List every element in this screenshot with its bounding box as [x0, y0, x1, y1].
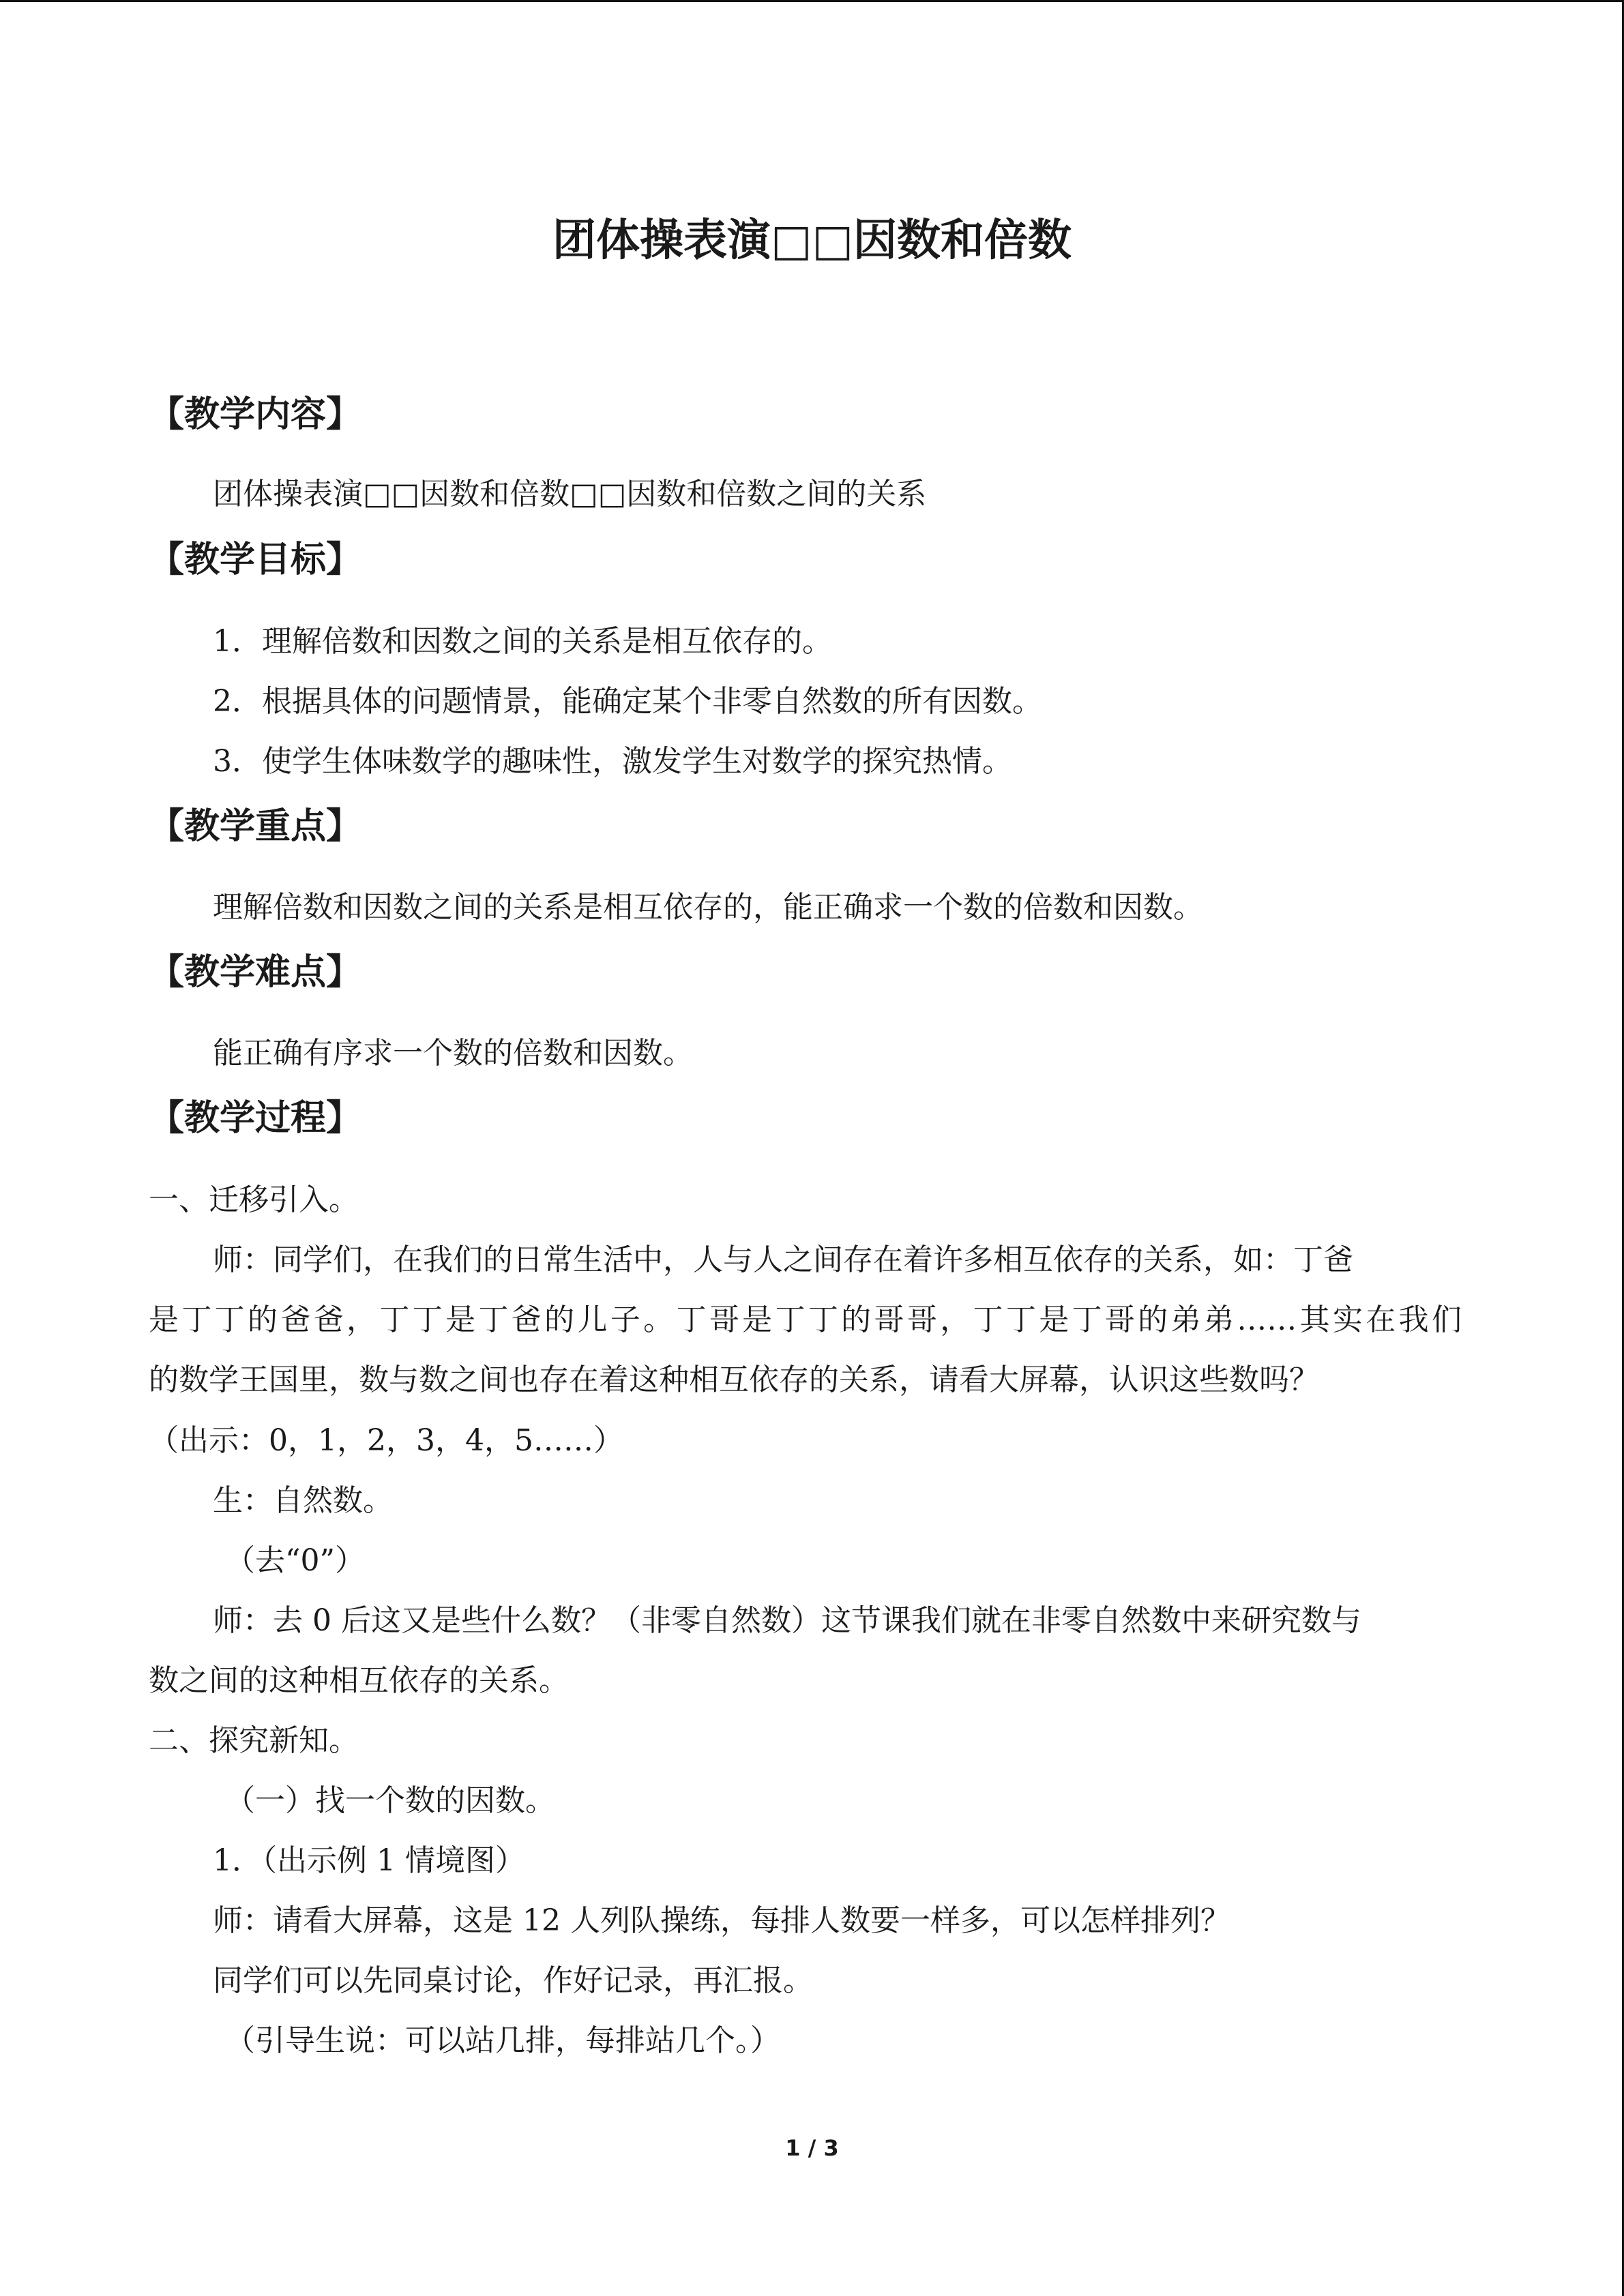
process-line: （出示：0，1，2，3，4，5……） — [149, 1423, 623, 1458]
top-border — [0, 0, 1624, 2]
process-line: 二、探究新知。 — [149, 1723, 359, 1758]
process-line: 师：同学们，在我们的日常生活中，人与人之间存在着许多相互依存的关系，如：丁爸 — [213, 1242, 1353, 1277]
goal-item-1: 1．理解倍数和因数之间的关系是相互依存的。 — [213, 624, 832, 659]
process-line: （引导生说：可以站几排，每排站几个。） — [225, 2023, 780, 2058]
process-line: 1．（出示例 1 情境图） — [213, 1843, 525, 1878]
goal-item-3: 3．使学生体味数学的趣味性，激发学生对数学的探究热情。 — [213, 744, 1012, 779]
process-line: 生：自然数。 — [213, 1483, 393, 1518]
page-number: 1 / 3 — [785, 2135, 839, 2161]
heading-teaching-goals: 【教学目标】 — [149, 539, 362, 580]
heading-teaching-content: 【教学内容】 — [149, 393, 362, 435]
teaching-content-text: 团体操表演□□因数和倍数□□因数和倍数之间的关系 — [213, 477, 927, 511]
heading-difficulties: 【教学难点】 — [149, 951, 362, 993]
document-title: 团体操表演□□因数和倍数 — [552, 215, 1072, 266]
process-line: 师：请看大屏幕，这是 12 人列队操练，每排人数要一样多，可以怎样排列？ — [213, 1903, 1230, 1938]
process-line: 师：去 0 后这又是些什么数？（非零自然数）这节课我们就在非零自然数中来研究数与 — [213, 1603, 1361, 1638]
process-line: （一）找一个数的因数。 — [225, 1783, 555, 1818]
process-line: （去“0”） — [225, 1543, 365, 1578]
process-line: 一、迁移引入。 — [149, 1182, 359, 1217]
process-line: 的数学王国里，数与数之间也存在着这种相互依存的关系，请看大屏幕，认识这些数吗？ — [149, 1362, 1319, 1397]
heading-key-points: 【教学重点】 — [149, 805, 362, 847]
process-line: 数之间的这种相互依存的关系。 — [149, 1663, 569, 1698]
goal-item-2: 2．根据具体的问题情景，能确定某个非零自然数的所有因数。 — [213, 684, 1042, 719]
process-line: 同学们可以先同桌讨论，作好记录，再汇报。 — [213, 1963, 813, 1998]
heading-teaching-process: 【教学过程】 — [149, 1097, 362, 1139]
difficulties-text: 能正确有序求一个数的倍数和因数。 — [213, 1036, 693, 1071]
key-points-text: 理解倍数和因数之间的关系是相互依存的，能正确求一个数的倍数和因数。 — [213, 890, 1203, 925]
process-line: 是丁丁的爸爸，丁丁是丁爸的儿子。丁哥是丁丁的哥哥，丁丁是丁哥的弟弟……其实在我们 — [149, 1302, 1462, 1337]
